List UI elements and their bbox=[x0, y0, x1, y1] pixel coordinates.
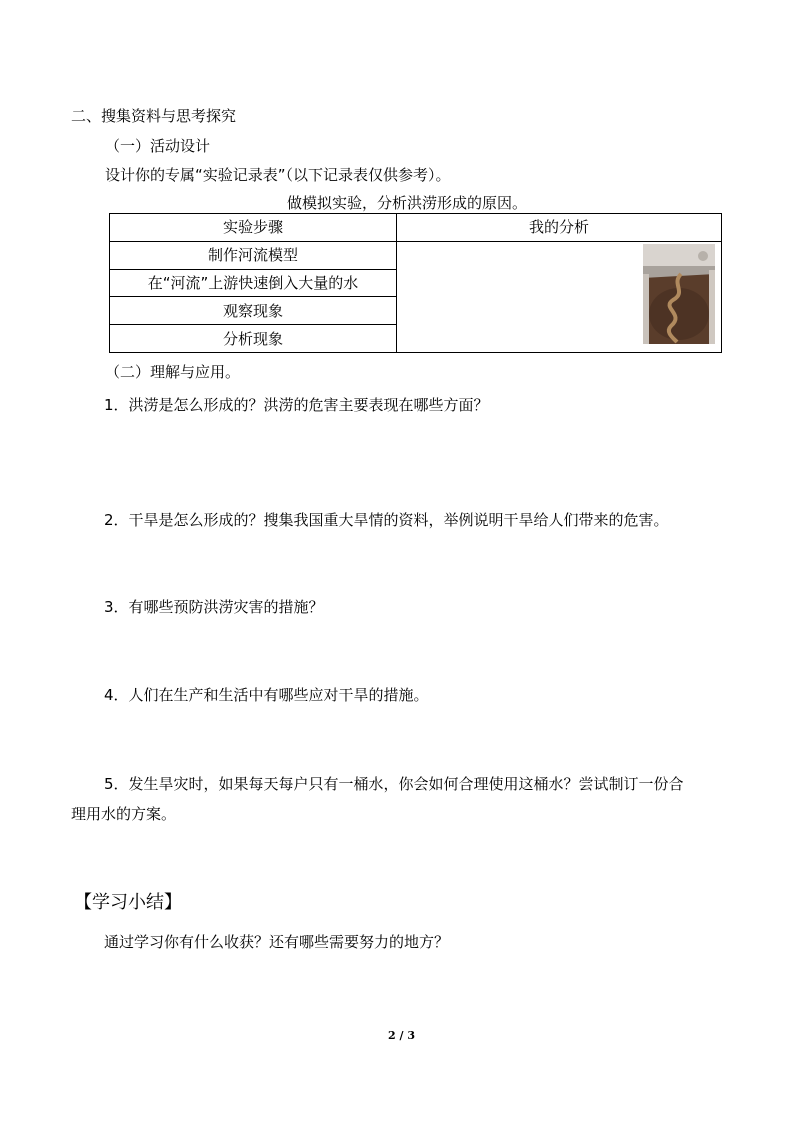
activity-intro: 设计你的专属“实验记录表”（以下记录表仅供参考）。 bbox=[105, 166, 451, 184]
analysis-cell bbox=[397, 241, 722, 352]
summary-title: 【学习小结】 bbox=[74, 892, 182, 913]
table-step-cell: 分析现象 bbox=[110, 325, 397, 353]
table-header-analysis: 我的分析 bbox=[397, 214, 722, 242]
question-3: 3．有哪些预防洪涝灾害的措施？ bbox=[104, 598, 324, 616]
section-title: 二、搜集资料与思考探究 bbox=[71, 107, 237, 125]
table-step-cell: 在“河流”上游快速倒入大量的水 bbox=[110, 269, 397, 297]
apply-heading: （二）理解与应用。 bbox=[105, 363, 241, 381]
experiment-record-table bbox=[109, 213, 722, 353]
table-step-cell: 观察现象 bbox=[110, 297, 397, 325]
table-header-steps: 实验步骤 bbox=[110, 214, 397, 242]
question-2: 2．干旱是怎么形成的？搜集我国重大旱情的资料，举例说明干旱给人们带来的危害。 bbox=[104, 511, 669, 529]
question-1: 1．洪涝是怎么形成的？洪涝的危害主要表现在哪些方面？ bbox=[104, 396, 489, 414]
river-model-photo bbox=[643, 244, 715, 344]
question-5-continued: 理用水的方案。 bbox=[71, 805, 177, 823]
table-caption: 做模拟实验，分析洪涝形成的原因。 bbox=[287, 194, 528, 212]
question-4: 4．人们在生产和生活中有哪些应对干旱的措施。 bbox=[104, 686, 429, 704]
table-step-cell: 制作河流模型 bbox=[110, 241, 397, 269]
summary-prompt: 通过学习你有什么收获？还有哪些需要努力的地方？ bbox=[104, 933, 450, 951]
activity-heading: （一）活动设计 bbox=[105, 137, 211, 155]
page-number: 2 / 3 bbox=[388, 1029, 415, 1042]
question-5: 5．发生旱灾时，如果每天每户只有一桶水，你会如何合理使用这桶水？尝试制订一份合 bbox=[104, 775, 684, 793]
